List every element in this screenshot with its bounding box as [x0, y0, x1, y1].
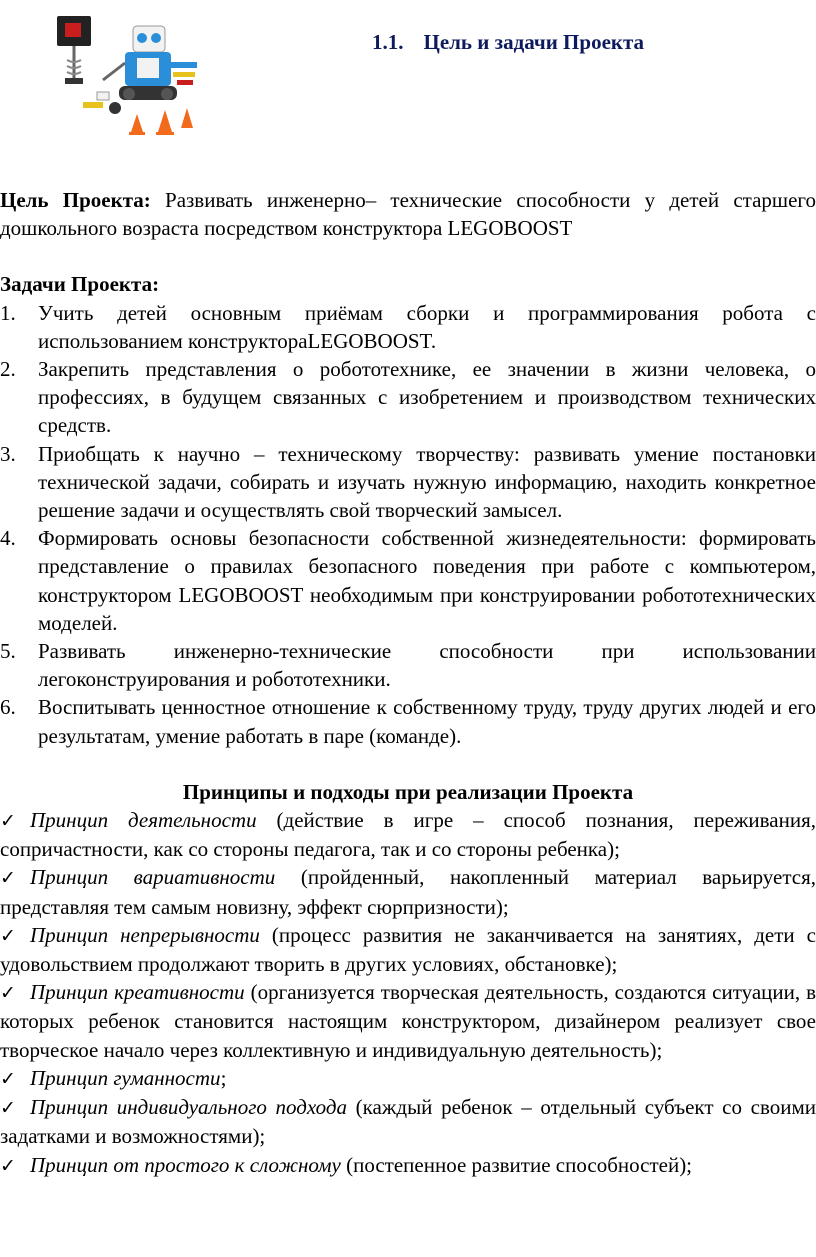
checkmark-icon: ✓: [0, 982, 16, 1005]
checkmark-icon: ✓: [0, 867, 16, 890]
goal-paragraph: [0, 186, 816, 242]
lego-boost-robot-icon: [45, 8, 205, 138]
principle-item: ✓ Принцип индивидуального подхода (каждый ребенок – отдельный субъект со своими задатками и возможностями);: [0, 1095, 816, 1149]
list-item: 3. Приобщать к научно – техническому творчеству: развивать умение постановки технической задачи, собирать и изучать нужную информацию, находить конкретное решение задачи и осуществлять свой творческий замысел.: [0, 441, 816, 523]
section-heading: [372, 30, 644, 55]
checkmark-icon: ✓: [0, 810, 16, 833]
principle-item: ✓ Принцип креативности (организуется творческая деятельность, создаются ситуации, в которых ребенок становится настоящим конструктором, дизайнером реализует свое творческое начало через коллективную и индивидуальную деятельность);: [0, 980, 816, 1062]
goal-text: Развивать инженерно– технические способности у детей старшего дошкольного возраста посредством конструктора LEGOBOOST: [0, 188, 816, 241]
list-item: 5. Развивать инженерно-технические способности при использовании легоконструирования и робототехники.: [0, 639, 816, 692]
principles-heading: Принципы и подходы при реализации Проекта: [182, 779, 634, 804]
list-item: 4. Формировать основы безопасности собственной жизнедеятельности: формировать представление о правилах безопасного поведения при работе с компьютером, конструктором LEGOBOOST необходимым при конструировании робототехнических моделей.: [0, 526, 816, 635]
checkmark-icon: ✓: [0, 1067, 16, 1090]
tasks-label: Задачи Проекта:: [0, 272, 160, 297]
principle-item: ✓ Принцип гуманности;: [0, 1064, 816, 1093]
tasks-list: [0, 299, 816, 750]
list-item: 1. Учить детей основным приёмам сборки и программирования робота с использованием конструктораLEGOBOOST.: [0, 300, 816, 353]
principle-item: ✓ Принцип вариативности (пройденный, накопленный материал варьируется, представляя тем самым новизну, эффект сюрпризности);: [0, 865, 816, 919]
goal-label: Цель Проекта:: [0, 188, 151, 212]
principle-item: ✓ Принцип от простого к сложному (постепенное развитие способностей);: [0, 1151, 816, 1180]
principle-item: ✓ Принцип деятельности (действие в игре – способ познания, переживания, сопричастности, как со стороны педагога, так и со стороны ребенка);: [0, 808, 816, 862]
checkmark-icon: ✓: [0, 924, 16, 947]
list-item: 2. Закрепить представления о робототехнике, ее значении в жизни человека, о профессиях, в будущем связанных с изобретением и производством технических средств.: [0, 357, 816, 438]
section-number: 1.1.: [372, 30, 404, 54]
checkmark-icon: ✓: [0, 1154, 16, 1177]
checkmark-icon: ✓: [0, 1097, 16, 1120]
document-body: [0, 186, 816, 1180]
section-title: Цель и задачи Проекта: [423, 30, 645, 54]
list-item: 6. Воспитывать ценностное отношение к собственному труду, труду других людей и его результатам, умение работать в паре (команде).: [0, 695, 816, 748]
principle-item: ✓ Принцип непрерывности (процесс развития не заканчивается на занятиях, дети с удовольствием продолжают творить в других условиях, обстановке);: [0, 922, 816, 977]
